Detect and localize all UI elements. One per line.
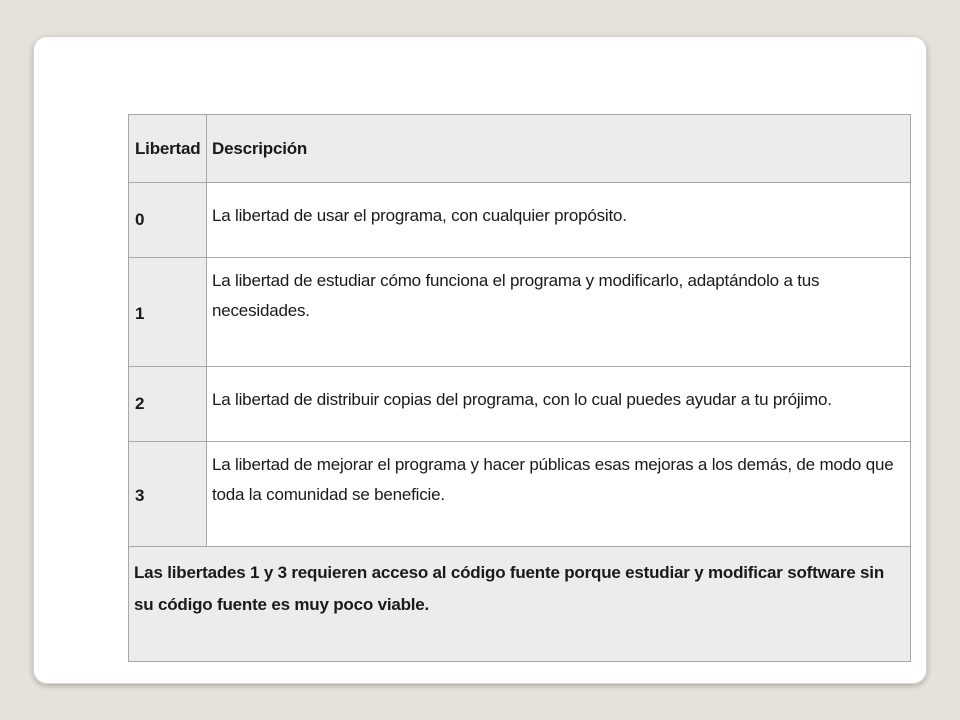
table-footer-row — [129, 547, 911, 662]
freedom-number: 3 — [129, 442, 207, 547]
freedom-description: La libertad de estudiar cómo funciona el programa y modificarlo, adaptándolo a tus necesidades. — [207, 258, 911, 367]
header-libertad: Libertad — [129, 115, 207, 183]
table-row — [129, 258, 911, 367]
freedom-number: 1 — [129, 258, 207, 367]
freedom-description: La libertad de distribuir copias del programa, con lo cual puedes ayudar a tu prójimo. — [207, 367, 911, 442]
freedoms-table — [128, 114, 911, 662]
freedom-number: 2 — [129, 367, 207, 442]
freedom-number: 0 — [129, 183, 207, 258]
table-header-row — [129, 115, 911, 183]
table-row — [129, 183, 911, 258]
table-row — [129, 367, 911, 442]
table-row — [129, 442, 911, 547]
header-descripcion: Descripción — [207, 115, 911, 183]
footer-note: Las libertades 1 y 3 requieren acceso al código fuente porque estudiar y modificar software sin su código fuente es muy poco viable. — [129, 547, 911, 662]
freedom-description: La libertad de mejorar el programa y hacer públicas esas mejoras a los demás, de modo que toda la comunidad se beneficie. — [207, 442, 911, 547]
freedom-description: La libertad de usar el programa, con cualquier propósito. — [207, 183, 911, 258]
